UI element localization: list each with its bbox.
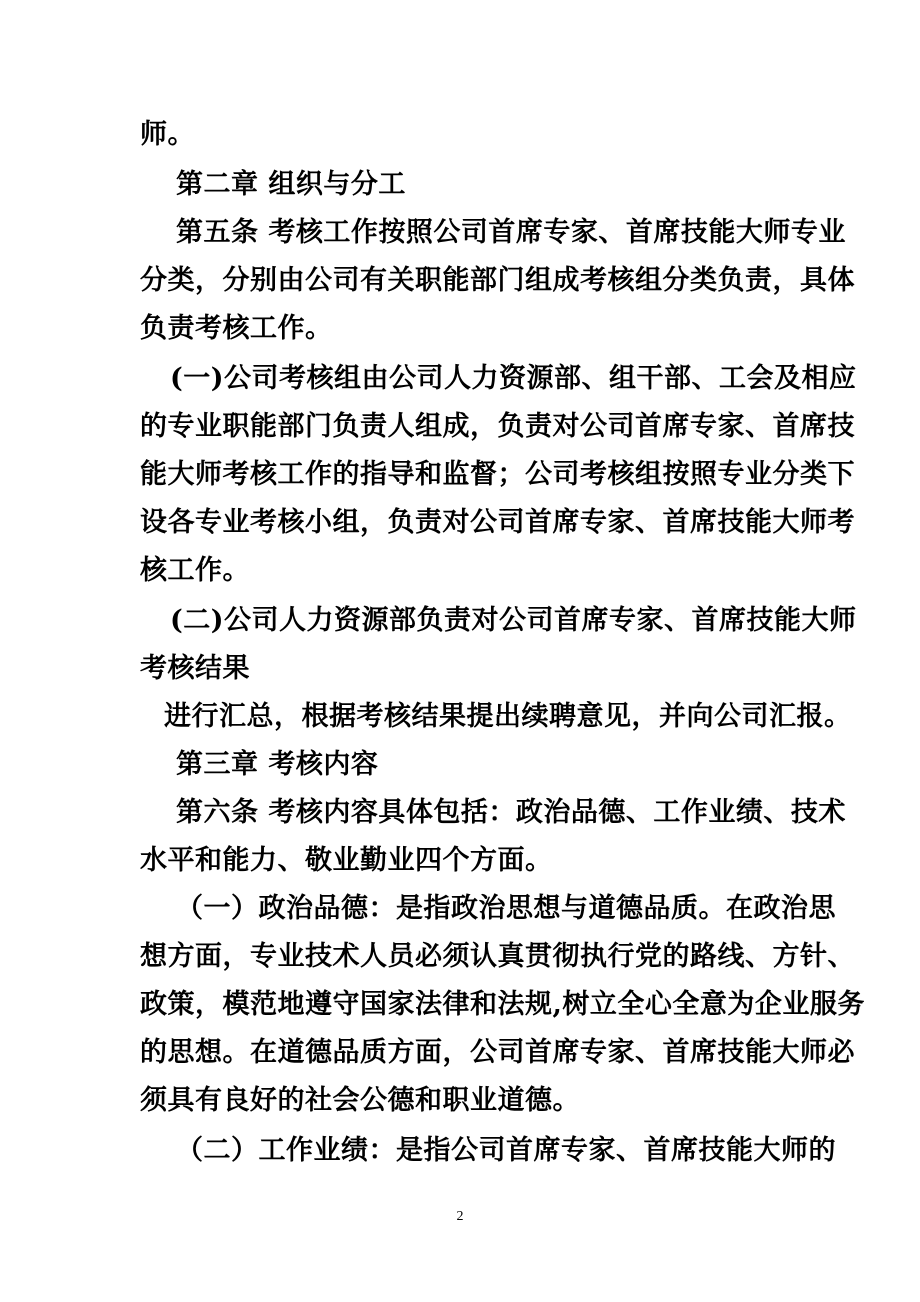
text-line: 负责考核工作。 — [140, 313, 333, 344]
page-number: 2 — [456, 1209, 464, 1224]
text-line: 须具有良好的社会公德和职业道德。 — [140, 1085, 580, 1116]
chapter-heading: 第三章 考核内容 — [176, 749, 379, 780]
text-line: 水平和能力、敬业勤业四个方面。 — [140, 845, 553, 876]
list-item-line: (一)公司考核组由公司人力资源部、组干部、工会及相应 — [170, 363, 857, 394]
text-line: 设各专业考核小组，负责对公司首席专家、首席技能大师考 — [140, 507, 855, 538]
text-line: 考核结果 — [140, 653, 250, 684]
text-line: 想方面，专业技术人员必须认真贯彻执行党的路线、方针、 — [140, 941, 855, 972]
article-line: 第六条 考核内容具体包括：政治品德、工作业绩、技术 — [176, 797, 846, 828]
list-item-line: (二)公司人力资源部负责对公司首席专家、首席技能大师 — [170, 605, 857, 636]
text-line: 进行汇总，根据考核结果提出续聘意见，并向公司汇报。 — [164, 701, 852, 732]
text-line: 师。 — [140, 119, 195, 150]
list-item-line: （二）工作业绩：是指公司首席专家、首席技能大师的 — [176, 1135, 836, 1166]
text-line: 政策，模范地遵守国家法律和法规,树立全心全意为企业服务 — [140, 989, 865, 1020]
text-line: 的思想。在道德品质方面，公司首席专家、首席技能大师必 — [140, 1037, 855, 1068]
article-line: 第五条 考核工作按照公司首席专家、首席技能大师专业 — [176, 217, 846, 248]
chapter-heading: 第二章 组织与分工 — [176, 169, 406, 200]
text-line: 核工作。 — [140, 555, 250, 586]
text-line: 的专业职能部门负责人组成，负责对公司首席专家、首席技 — [140, 411, 855, 442]
text-line: 分类，分别由公司有关职能部门组成考核组分类负责，具体 — [140, 265, 855, 296]
list-item-line: （一）政治品德：是指政治思想与道德品质。在政治思 — [176, 893, 836, 924]
text-line: 能大师考核工作的指导和监督；公司考核组按照专业分类下 — [140, 459, 855, 490]
